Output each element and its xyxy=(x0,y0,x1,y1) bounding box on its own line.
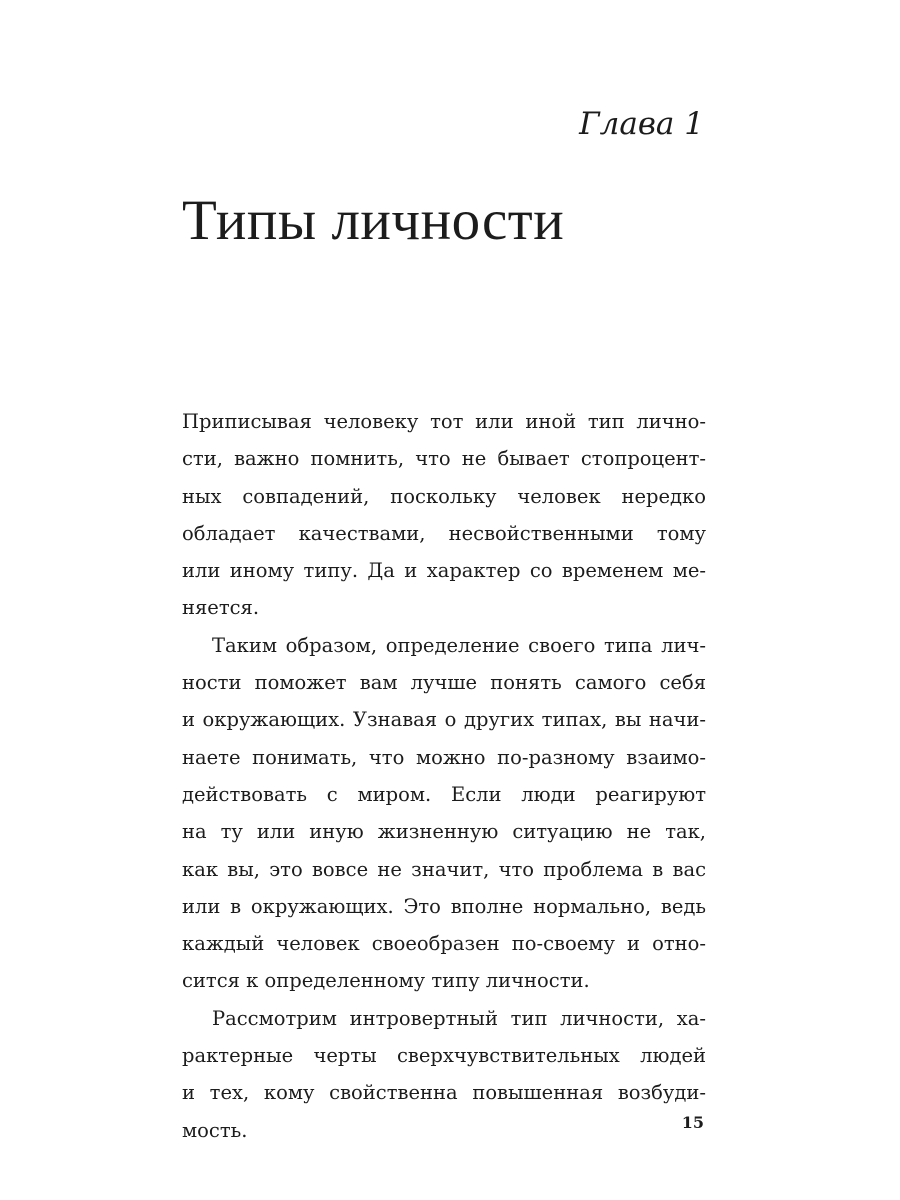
text-line: обладает качествами, несвойственными тому xyxy=(182,521,706,545)
text-line: наете понимать, что можно по-разному взаимо- xyxy=(182,745,706,769)
text-line: и тех, кому свойственна повышенная возбуди- xyxy=(182,1081,706,1105)
paragraph-2 xyxy=(182,627,706,1000)
text-line: или иному типу. Да и характер со временем ме- xyxy=(182,559,706,583)
text-line: ности поможет вам лучше понять самого себя xyxy=(182,671,706,695)
paragraph-1 xyxy=(182,403,706,627)
text-line: на ту или иную жизненную ситуацию не так, xyxy=(182,820,706,844)
text-line: каждый человек своеобразен по-своему и отно- xyxy=(182,932,706,956)
text-line: или в окружающих. Это вполне нормально, ведь xyxy=(182,894,706,918)
text-line: и окружающих. Узнавая о других типах, вы начи- xyxy=(182,708,706,732)
text-line: действовать с миром. Если люди реагируют xyxy=(182,782,706,806)
paragraph-3 xyxy=(182,1000,706,1149)
text-line: ных совпадений, поскольку человек нередко xyxy=(182,484,706,508)
text-line: няется. xyxy=(182,596,260,620)
page-number: 15 xyxy=(681,1113,704,1132)
chapter-label: Глава 1 xyxy=(579,106,704,142)
chapter-title: Типы личности xyxy=(182,189,565,252)
text-line: рактерные черты сверхчувствительных людей xyxy=(182,1044,706,1068)
text-line: Рассмотрим интровертный тип личности, ха- xyxy=(212,1006,706,1030)
text-line: сится к определенному типу личности. xyxy=(182,969,590,993)
body-text xyxy=(182,403,706,1149)
text-line: мость. xyxy=(182,1118,248,1142)
text-line: Таким образом, определение своего типа лич- xyxy=(212,633,706,657)
text-line: как вы, это вовсе не значит, что проблема в вас xyxy=(182,857,706,881)
text-line: сти, важно помнить, что не бывает стопроцент- xyxy=(182,447,706,471)
text-line: Приписывая человеку тот или иной тип лично- xyxy=(182,410,706,433)
